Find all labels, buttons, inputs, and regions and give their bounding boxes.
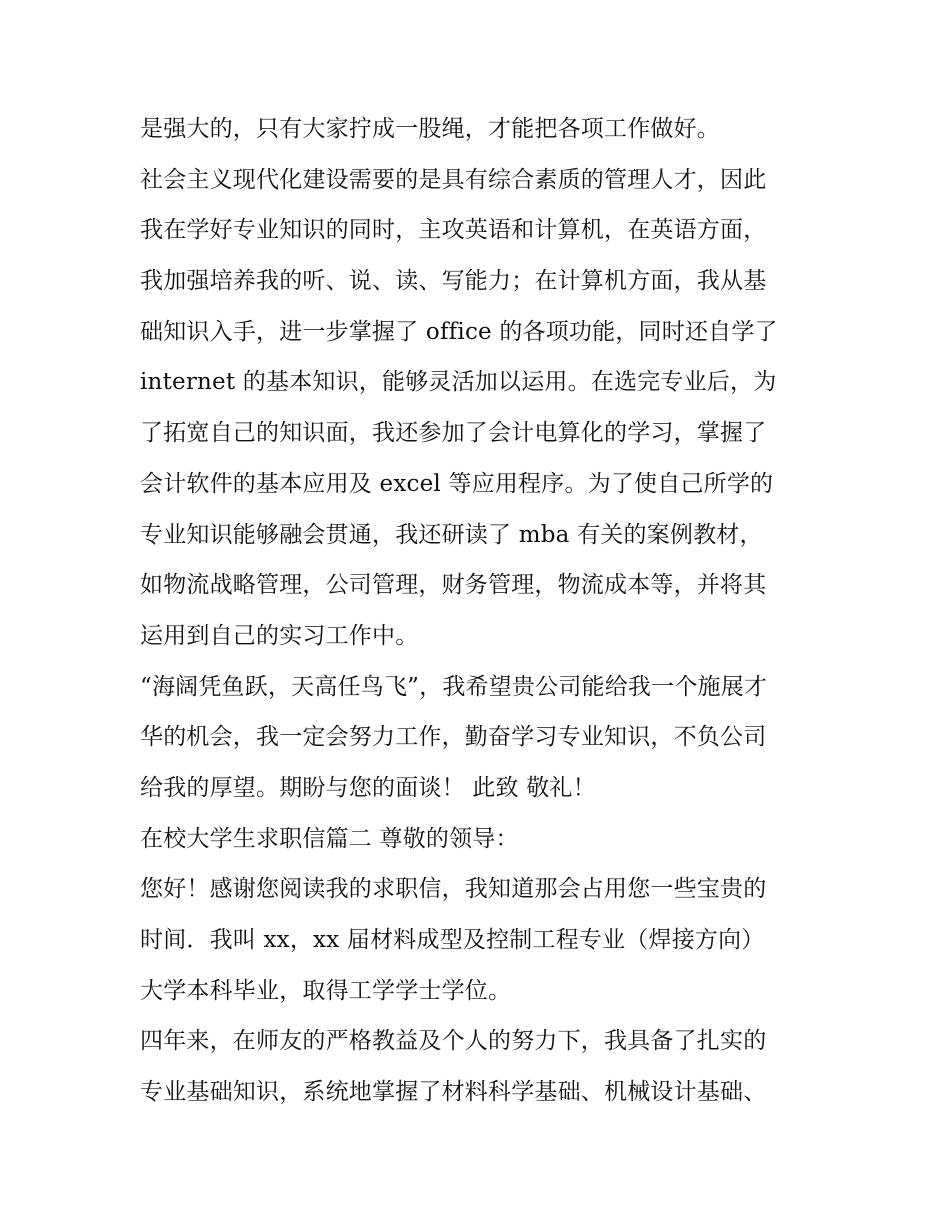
text-line: 会计软件的基本应用及 excel 等应用程序。为了使自己所学的: [140, 470, 774, 497]
text-line: 运用到自己的实习工作中。: [140, 622, 419, 649]
text-line: 时间．我叫 xx，xx 届材料成型及控制工程专业（焊接方向）: [140, 927, 765, 953]
text-line: 如物流战略管理，公司管理，财务管理，物流成本等，并将其: [140, 572, 767, 599]
text-line: 四年来，在师友的严格教益及个人的努力下，我具备了扎实的: [140, 1028, 767, 1055]
text-line: 了拓宽自己的知识面，我还参加了会计电算化的学习，掌握了: [140, 420, 767, 447]
document-body: [140, 104, 820, 1118]
text-line: 我加强培养我的听、说、读、写能力；在计算机方面，我从基: [140, 268, 767, 295]
text-line: 我在学好专业知识的同时，主攻英语和计算机，在英语方面，: [140, 217, 767, 244]
text-line: 础知识入手，进一步掌握了 office 的各项功能，同时还自学了: [140, 318, 778, 345]
text-line: 华的机会，我一定会努力工作，勤奋学习专业知识，不负公司: [140, 724, 767, 751]
text-line: 您好！感谢您阅读我的求职信，我知道那会占用您一些宝贵的: [140, 876, 767, 903]
text-line: 给我的厚望。期盼与您的面谈！ 此致 敬礼！: [140, 774, 596, 801]
text-line: internet 的基本知识，能够灵活加以运用。在选完专业后，为: [140, 369, 777, 396]
section-heading: 在校大学生求职信篇二 尊敬的领导：: [140, 825, 519, 852]
text-line: 专业知识能够融会贯通，我还研读了 mba 有关的案例教材，: [140, 521, 763, 548]
text-line: “海阔凭鱼跃，天高任鸟飞”，我希望贵公司能给我一个施展才: [140, 673, 768, 700]
text-line: 是强大的，只有大家拧成一股绳，才能把各项工作做好。: [140, 116, 720, 142]
text-line: 社会主义现代化建设需要的是具有综合素质的管理人才，因此: [140, 166, 767, 193]
text-line: 大学本科毕业，取得工学学士学位。: [140, 977, 512, 1004]
text-line: 专业基础知识，系统地掌握了材料科学基础、机械设计基础、: [140, 1079, 767, 1106]
